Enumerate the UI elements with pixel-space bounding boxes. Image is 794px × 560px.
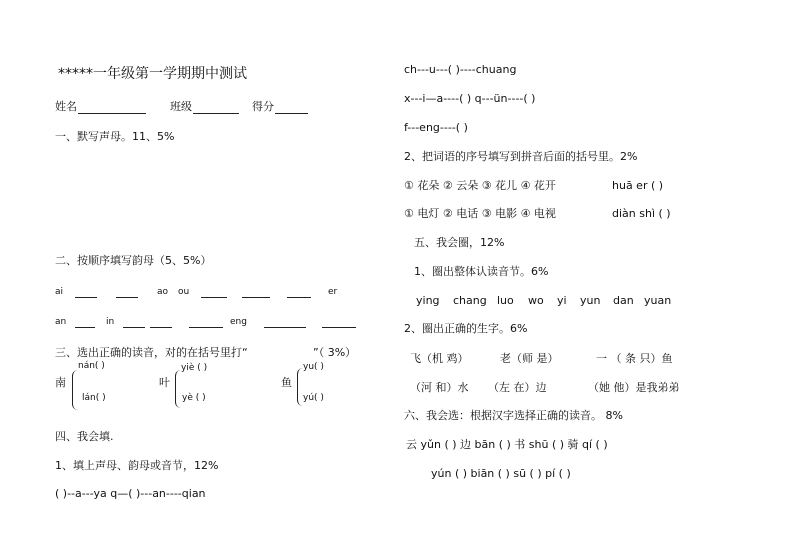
blank[interactable] [75, 297, 97, 298]
class-field[interactable] [193, 113, 239, 114]
choice-he[interactable]: （河 和）水 [410, 381, 469, 394]
blank[interactable] [75, 327, 95, 328]
fill-line-4[interactable]: f---eng----( ) [404, 121, 468, 134]
section-5-heading: 五、我会圈，12% [414, 236, 505, 249]
exam-title: *****一年级第一学期期中测试 [58, 66, 247, 82]
blank[interactable] [116, 297, 138, 298]
choice-zai[interactable]: （左 在）边 [488, 381, 547, 394]
blank[interactable] [242, 297, 270, 298]
section-3-heading-end: ”（ 3%） [313, 346, 357, 359]
score-label: 得分 [252, 100, 274, 113]
syllable-ying[interactable]: ying [416, 294, 440, 307]
choice-ta[interactable]: （她 他）是我弟弟 [588, 381, 680, 394]
blank[interactable] [264, 327, 306, 328]
section-4-heading: 四、我会填. [55, 430, 114, 443]
section-5-q2: 2、圈出正确的生字。6% [404, 322, 528, 335]
section-4-q2: 2、把词语的序号填写到拼音后面的括号里。2% [404, 150, 638, 163]
section-2-heading: 二、按顺序填写韵母（5、5%） [55, 254, 212, 267]
fill-line-1[interactable]: ( )--a---ya q—( )---an----qian [55, 487, 206, 500]
blank[interactable] [150, 327, 172, 328]
final-eng: eng [230, 317, 247, 327]
word-group-1: ① 花朵 ② 云朵 ③ 花儿 ④ 花开 [404, 179, 556, 192]
final-ou: ou [178, 287, 190, 297]
syllable-yuan[interactable]: yuan [644, 294, 672, 307]
choice-ji[interactable]: 飞（机 鸡） [410, 352, 469, 365]
blank[interactable] [189, 327, 223, 328]
score-field[interactable] [275, 113, 308, 114]
option-yie[interactable]: yiè ( ) [181, 363, 208, 373]
char-ye: 叶 [159, 376, 170, 389]
choice-tiao[interactable]: 一 （ 条 只）鱼 [596, 352, 673, 365]
final-in: in [106, 317, 115, 327]
pinyin-row-2[interactable]: yún ( ) biān ( ) sū ( ) pí ( ) [431, 467, 571, 480]
option-yu2[interactable]: yú( ) [303, 393, 324, 403]
section-3-heading: 三、选出正确的读音，对的在括号里打“ [55, 346, 248, 359]
section-6-heading: 六、我会选：根据汉字选择正确的读音。 8% [404, 409, 623, 422]
pinyin-dian-shi[interactable]: diàn shì ( ) [612, 207, 671, 220]
option-nan[interactable]: nán( ) [78, 361, 105, 371]
fill-line-2[interactable]: ch---u---( )----chuang [404, 63, 517, 76]
syllable-wo[interactable]: wo [528, 294, 544, 307]
final-an: an [55, 317, 67, 327]
syllable-yi[interactable]: yi [557, 294, 567, 307]
char-nan: 南 [55, 376, 66, 389]
class-label: 班级 [170, 100, 192, 113]
final-ai: ai [55, 287, 64, 297]
final-er: er [328, 287, 338, 297]
word-group-2: ① 电灯 ② 电话 ③ 电影 ④ 电视 [404, 207, 556, 220]
brace [175, 370, 181, 408]
blank[interactable] [287, 297, 311, 298]
final-ao: ao [157, 287, 169, 297]
char-yu: 鱼 [281, 376, 292, 389]
pinyin-hua-er[interactable]: huā er ( ) [612, 179, 664, 192]
section-5-q1: 1、圈出整体认读音节。6% [414, 265, 549, 278]
blank[interactable] [201, 297, 227, 298]
option-lan[interactable]: lán( ) [82, 393, 106, 403]
name-field[interactable] [78, 113, 146, 114]
name-label: 姓名 [55, 100, 77, 113]
option-ye[interactable]: yè ( ) [182, 393, 206, 403]
option-yu[interactable]: yu( ) [303, 362, 324, 372]
brace [72, 370, 78, 410]
pinyin-row-1[interactable]: 云 yǔn ( ) 边 bān ( ) 书 shū ( ) 骑 qí ( ) [406, 438, 608, 451]
fill-line-3[interactable]: x---i—a----( ) q---ün----( ) [404, 92, 536, 105]
syllable-dan[interactable]: dan [613, 294, 634, 307]
section-4-q1: 1、填上声母、韵母或音节，12% [55, 459, 219, 472]
syllable-luo[interactable]: luo [497, 294, 514, 307]
blank[interactable] [123, 327, 145, 328]
blank[interactable] [322, 327, 356, 328]
syllable-chang[interactable]: chang [453, 294, 487, 307]
choice-shi[interactable]: 老（师 是） [500, 352, 559, 365]
section-1-heading: 一、默写声母。11、5% [55, 130, 175, 143]
syllable-yun[interactable]: yun [580, 294, 601, 307]
